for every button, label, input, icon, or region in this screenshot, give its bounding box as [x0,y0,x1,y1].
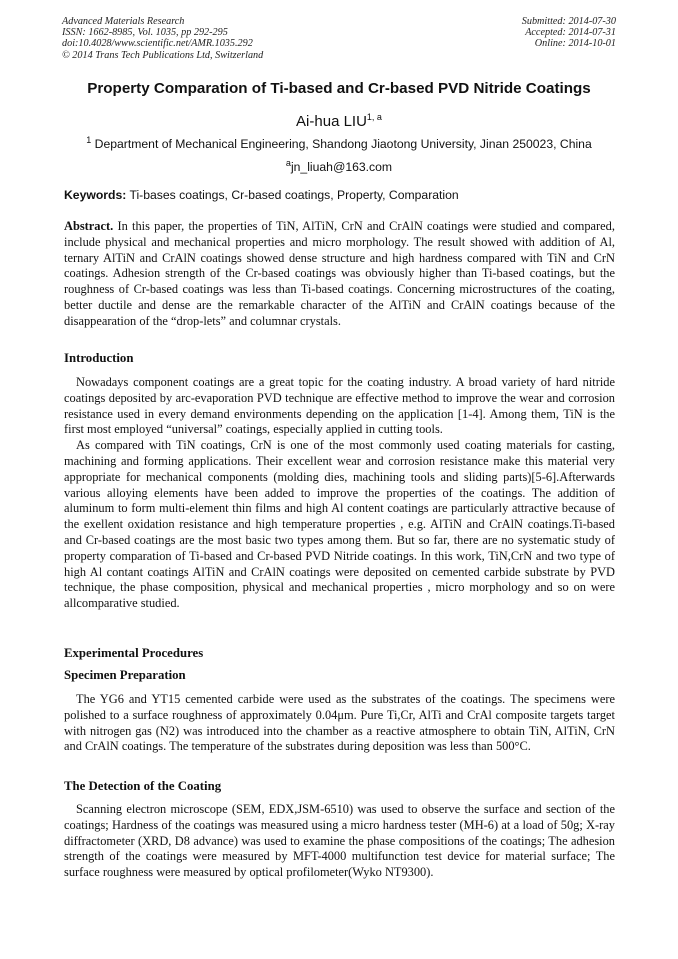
journal-issn: ISSN: 1662-8985, Vol. 1035, pp 292-295 [62,27,228,39]
author-sup: 1, a [366,112,382,122]
accepted-date: Accepted: 2014-07-31 [525,27,616,39]
author-email [40,157,638,174]
author-line [40,113,638,130]
email-text: jn_liuah@163.com [290,160,393,174]
journal-name: Advanced Materials Research [62,16,185,27]
abstract-label: Abstract. [64,219,114,233]
intro-paragraph-2: As compared with TiN coatings, CrN is one of the most commonly used coating materials for casting, machining and forming applications. Their excellent wear and corrosion resistance make this material very appropriate for mechanical components (molding dies, machining tools and sliding parts)[5-6].Afterwards various alloying elements have been added to improve the properties of the coatings. The addition of aluminum to form multi-element thin films and high Al content coatings are particularly attractive because of the exellent oxidation resistance and high temperature properties , e.g. AlTiN and CrAlN coatings.Ti-based and Cr-based coatings are the most basic two types among them. But so far, there are no systematic study of property comparation of Ti-based and Cr-based PVD Nitride coatings. In this work, TiN,CrN and two type of high Al contant coatings AlTiN and CrAlN coatings were deposited on cemented carbide substrate by PVD technique, the phase composition, physical and mechanical properties , micro morphology and so on were allcomparative studied. [64,438,615,611]
journal-copyright: © 2014 Trans Tech Publications Ltd, Switzerland [62,49,264,61]
affiliation [40,134,638,151]
detection-body [64,802,615,881]
intro-paragraph-1: Nowadays component coatings are a great topic for the coating industry. A broad variety of hard nitride coatings deposited by arc-evaporation PVD technique are effective method to improve the wear and corrosion resistance used in every demand environments depending on the application [1-4]. Among them, TiN is the first most employed “universal” coatings, especially applied in cutting tools. [64,375,615,437]
affiliation-text: Department of Mechanical Engineering, Shandong Jiaotong University, Jinan 250023, China [94,137,592,151]
keywords-label: Keywords: [64,188,127,202]
journal-doi: doi:10.4028/www.scientific.net/AMR.1035.292 [62,38,253,50]
paper-title: Property Comparation of Ti-based and Cr-based PVD Nitride Coatings [87,80,591,97]
detection-heading: The Detection of the Coating [64,779,222,793]
submission-dates [522,16,616,50]
specimen-heading: Specimen Preparation [64,668,186,682]
affiliation-sup: 1 [86,134,92,145]
introduction-heading: Introduction [64,351,134,365]
detection-paragraph: Scanning electron microscope (SEM, EDX,JSM-6510) was used to observe the surface and section of the coatings; Hardness of the coatings was measured using a micro hardness tester (MH-6) at a load of 50g; X-ray diffractometer (XRD, D8 advance) was used to examine the phase compositions of the coatings; The adhesion strength of the coatings were measured by MFT-4000 multifunction test device for material surface; The surface roughness were measured by optical profilometer(Wyko NT9300). [64,802,615,880]
journal-info [62,16,263,61]
abstract-text: In this paper, the properties of TiN, AlTiN, CrN and CrAlN coatings were studied and compared, include physical and mechanical properties and micro morphology. The result showed with addition of Al, ternary AlTiN and CrAlN coatings showed dense structure and high hardness compared with TiN and CrN coatings. Adhesion strength of the Cr-based coatings was obviously higher than Ti-based coatings, but the roughness of Cr-based coatings was less than Ti-based coatings. Concerning microstructures of the coating, better ductile and dense are the remarkable character of the AlTiN and CrAlN coatings because of the disappearation of the “drop-lets” and columnar crystals. [64,219,615,328]
specimen-paragraph: The YG6 and YT15 cemented carbide were used as the substrates of the coatings. The specimens were polished to a surface roughness of approximately 0.04μm. Pure Ti,Cr, AlTi and CrAl composite targets target with nitrogen gas (N2) was introduced into the chamber as a reactive atmosphere to obtain TiN, AlTiN, CrN and CrAlN coatings. The temperature of the substrates during deposition was less than 500°C. [64,692,615,754]
email-sup: a [285,157,291,168]
specimen-body [64,692,615,755]
abstract [64,219,615,330]
introduction-body [64,375,615,612]
online-date: Online: 2014-10-01 [534,38,616,50]
submitted-date: Submitted: 2014-07-30 [521,16,616,27]
experimental-heading: Experimental Procedures [64,646,204,660]
author-name: Ai-hua LIU [296,113,367,130]
keywords [64,188,616,202]
keywords-text: Ti-bases coatings, Cr-based coatings, Property, Comparation [129,188,459,202]
